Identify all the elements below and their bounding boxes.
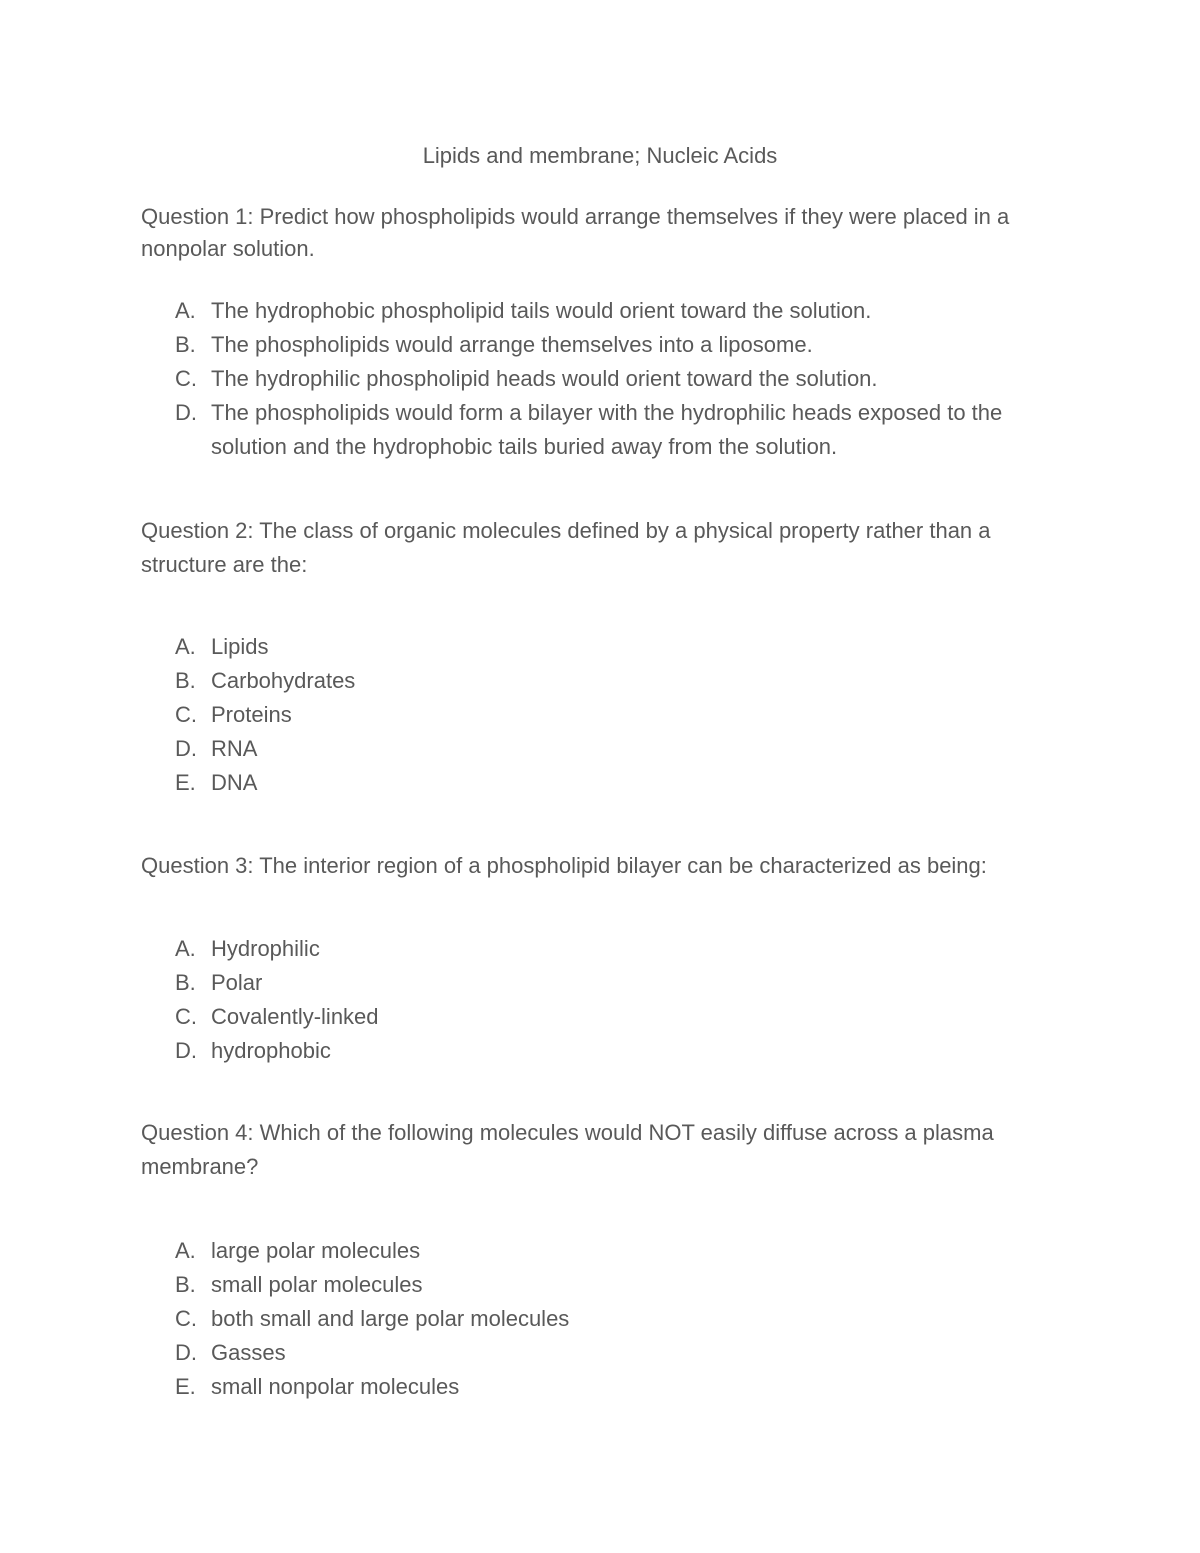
option-text: Covalently-linked [211,1004,379,1029]
question-stem: Question 1: Predict how phospholipids would arrange themselves if they were placed in a nonpolar solution. [141,204,1010,261]
option-text: Gasses [211,1340,286,1365]
question-2 [141,514,1071,800]
answer-option [141,362,1071,396]
option-letter: E. [175,1374,196,1399]
option-letter: D. [175,1038,197,1063]
option-letter: E. [175,770,196,795]
option-letter: A. [175,298,196,323]
answer-options [141,932,1071,1068]
option-letter: C. [175,1004,197,1029]
option-letter: C. [175,1306,197,1331]
option-text: Lipids [211,634,269,659]
answer-option [141,1268,1071,1302]
option-text: RNA [211,736,258,761]
option-letter: D. [175,1340,197,1365]
option-letter: D. [175,400,197,425]
option-text: small nonpolar molecules [211,1374,460,1399]
option-letter: C. [175,702,197,727]
question-3 [141,849,1071,1068]
answer-option [141,328,1071,362]
question-stem: Question 2: The class of organic molecules defined by a physical property rather than a structure are the: [141,518,991,577]
question-stem: Question 3: The interior region of a phospholipid bilayer can be characterized as being: [141,853,987,878]
answer-options [141,294,1071,464]
option-text: Carbohydrates [211,668,356,693]
answer-option [141,1034,1071,1068]
option-letter: B. [175,1272,196,1297]
option-text: Hydrophilic [211,936,320,961]
question-4 [141,1116,1071,1404]
option-letter: C. [175,366,197,391]
answer-option [141,1302,1071,1336]
question-stem: Question 4: Which of the following molecules would NOT easily diffuse across a plasma membrane? [141,1120,994,1179]
option-letter: A. [175,936,196,961]
option-letter: A. [175,634,196,659]
option-text: both small and large polar molecules [211,1306,570,1331]
answer-option [141,766,1071,800]
question-1 [141,201,1071,464]
option-letter: A. [175,1238,196,1263]
answer-options [141,1234,1071,1404]
option-letter: B. [175,668,196,693]
answer-option [141,294,1071,328]
answer-option [141,932,1071,966]
answer-options [141,630,1071,800]
option-text: The phospholipids would arrange themselves into a liposome. [211,332,813,357]
document-title: Lipids and membrane; Nucleic Acids [422,143,778,168]
answer-option [141,1370,1071,1404]
answer-option [141,1234,1071,1268]
answer-option [141,664,1071,698]
answer-option [141,1336,1071,1370]
option-text: small polar molecules [211,1272,423,1297]
option-text: DNA [211,770,258,795]
answer-option [141,732,1071,766]
option-text: The hydrophilic phospholipid heads would orient toward the solution. [211,366,878,391]
option-text: Polar [211,970,263,995]
option-letter: D. [175,736,197,761]
option-text: large polar molecules [211,1238,421,1263]
answer-option [141,1000,1071,1034]
option-text: Proteins [211,702,292,727]
option-text: The hydrophobic phospholipid tails would orient toward the solution. [211,298,872,323]
answer-option [141,630,1071,664]
option-text: hydrophobic [211,1038,331,1063]
option-text: The phospholipids would form a bilayer with the hydrophilic heads exposed to the solution and the hydrophobic tails buried away from the solution. [211,400,1003,459]
answer-option [141,698,1071,732]
option-letter: B. [175,970,196,995]
answer-option [141,966,1071,1000]
option-letter: B. [175,332,196,357]
answer-option [141,396,1071,464]
